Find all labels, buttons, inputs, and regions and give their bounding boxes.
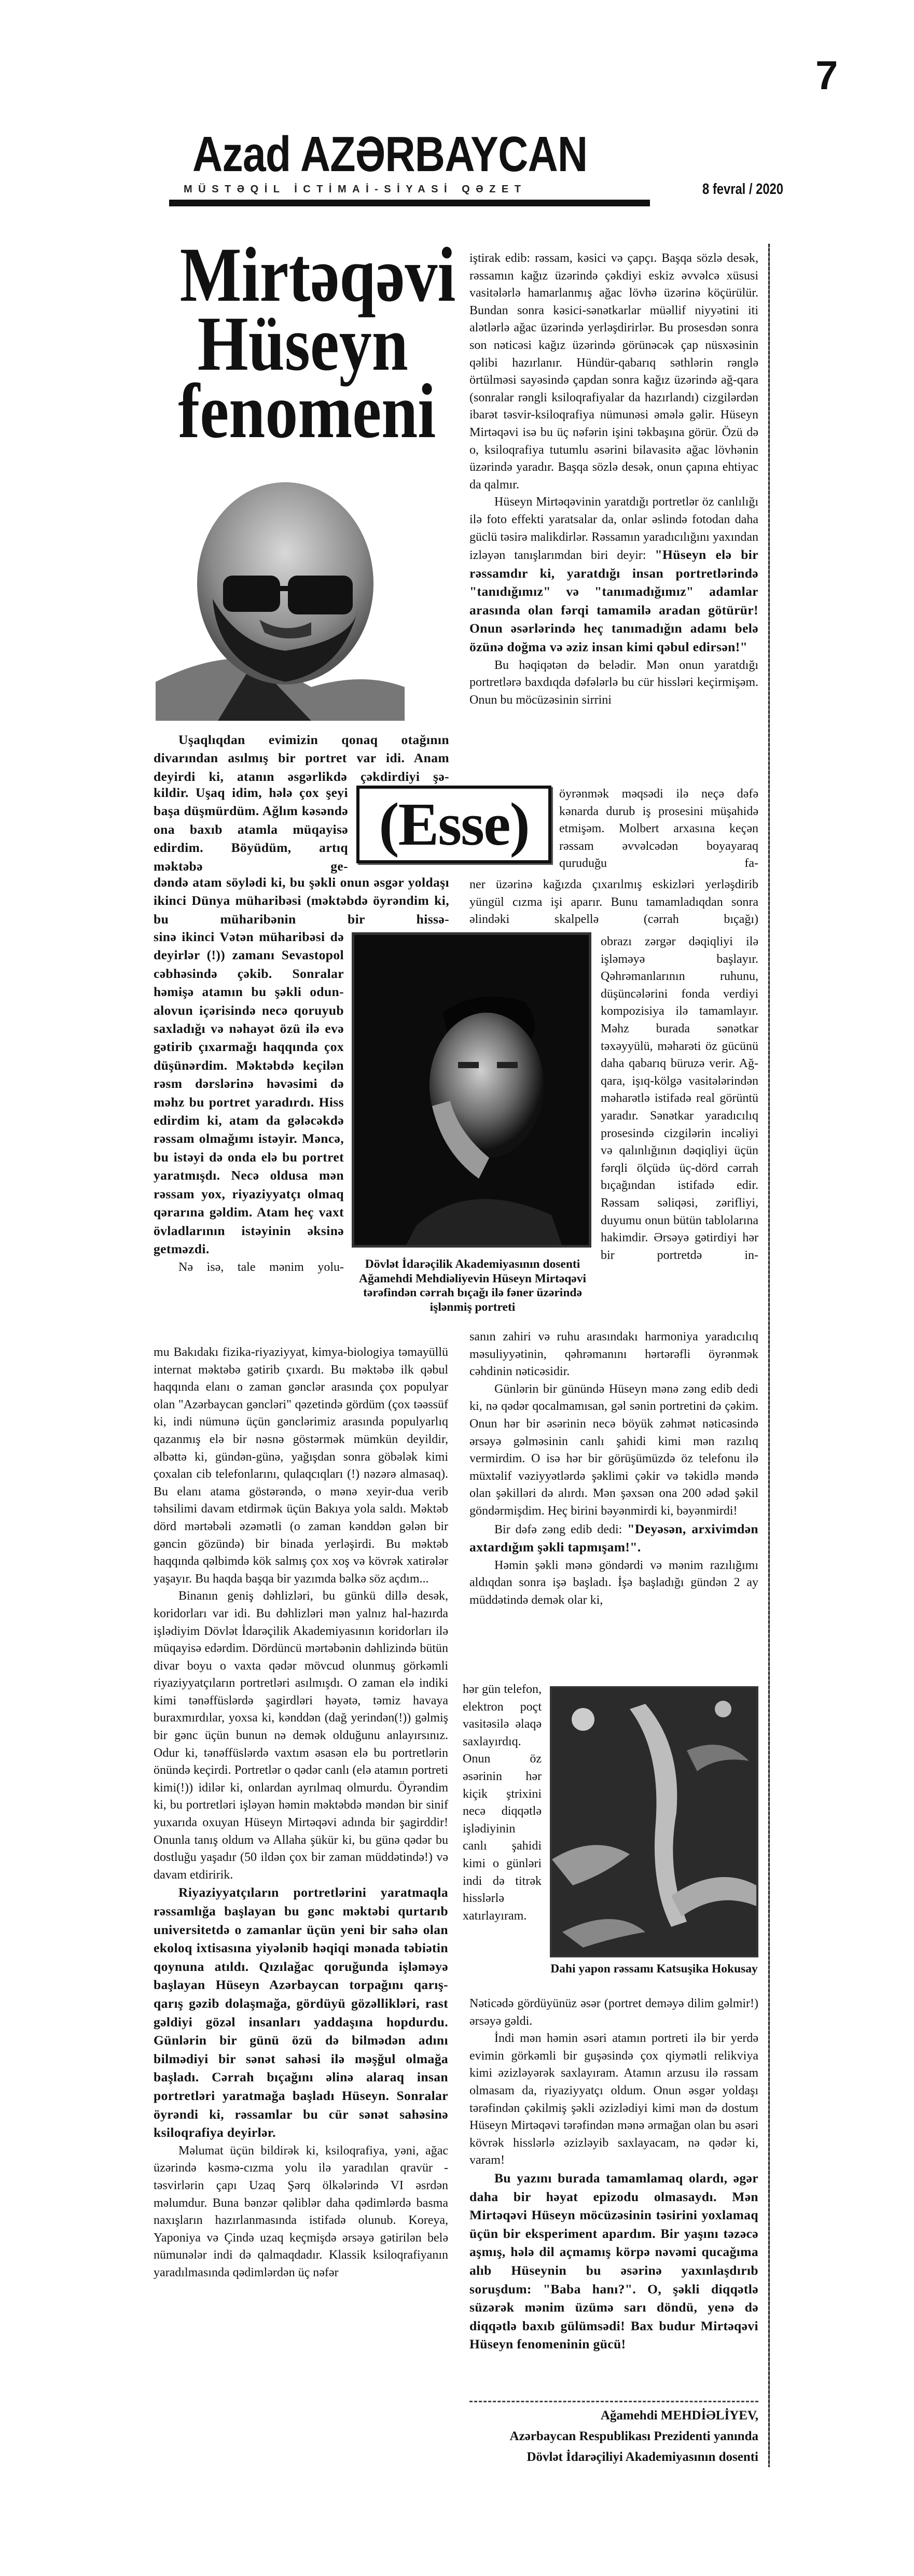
body-text: sanın zahiri və ruhu arasındakı harmoniya yaradıcılıq məsuliyyətinin, qəhrəmanını hərtərəfli öyrənmək cəhdinin nəticəsidir. [469, 1330, 758, 1379]
paragraph [469, 876, 758, 929]
bold-text: "Deyəsən, arxivimdən axtardığım şəkli tapmışam!". [469, 1521, 758, 1555]
article-right-wrap-portrait [601, 933, 758, 1264]
issue-date: 8 fevral / 2020 [702, 181, 784, 198]
paragraph [154, 1588, 448, 1884]
paragraph [469, 1995, 758, 2030]
page-number: 7 [815, 52, 838, 98]
author-name: Ağamehdi MEHDİƏLİYEV, [600, 2409, 758, 2423]
body-text: hər gün telefon, elektron poçt vasitəsilə əlaqə saxlayırdıq. Onun öz əsərinin hər kiçik ştrixini necə diqqətlə işlədiyinin canlı şahidi kimi o günləri indi də titrək hisslərlə xatırlayıram. [463, 1683, 542, 1923]
paragraph [154, 1884, 448, 2142]
body-text: İndi mən həmin əsəri atamın portreti ilə bir yerdə evimin görkəmli bir guşəsində çox qiymətli relikviya kimi əzizləyərək saxlayıram. Atamın arzusu ilə rəssam olmasam da, riyaziyyatçı oldum. Onun əsgər yoldaşı tərəfindən çəkilmiş şəkli əzizlədiyi kimi mən də dostum Hüseyn Mirtəqəvi tərəfindən mənə ərmağan olan bu əsəri kövrək hisslərlə əzizləyib saxlayacam, nə qədər ki, varam! [469, 2032, 758, 2167]
column-divider [768, 244, 770, 2467]
paragraph [154, 1258, 344, 1276]
body-text: Məlumat üçün bildirək ki, ksiloqrafiya, yəni, ağac üzərində kəsmə-cızma yolu ilə yaradılan qravür - təsvirlərin çapı Uzaq Şərq ölkələrində VI əsrdən məlumdur. Buna bənzər qəliblər daha qədimlərdə basma naxışların hazırlanmasında istifadə olunub. Koreya, Yaponiya və Çində uzaq keçmişdə ərsəyə gətirilən belə nümunələr indi də qalmaqdadır. Klassik ksiloqrafiyanın yaradılmasında qədimlərdən üç nəfər [154, 2144, 448, 2279]
body-text: iştirak edib: rəssam, kəsici və çapçı. Başqa sözlə desək, rəssamın kağız üzərində çəkdiyi eskiz əvvəlcə xüsusi vasitələrlə hamarlanmış ağac lövhə üzərinə köçürülür. Bundan sonra kəsici-sənətkarlar müəllif niyyətini iti alətlərlə ağac üzərində yerləşdirirlər. Bu prosesdən sonra son nəticəsi kağız üzərində görünəcək çap nüsxəsinin qəlibi hazırlanır. Hündür-qabarıq səthlərin rənglə örtülməsi sayəsində çapdan sonra kağız üzərində ağ-qara (sonralar rəngli ksiloqrafiyalar da hazırlandı) cizgilərdən ibarət təsvir-ksiloqrafiya nümunəsi əmələ gəlir. Hüseyn Mirtəqəvi isə bu üç nəfərin işini təkbaşına görür. Özü də o, ksiloqrafiya tutumlu əsərini bilavasitə ağac lövhənin üzərində yaradır. Başqa sözlə desək, onun çapına ehtiyac da qalmır. [469, 251, 758, 492]
hokusai-artwork [550, 1686, 758, 1957]
article-left-column [154, 1344, 448, 2281]
paragraph [154, 928, 344, 1258]
paragraph [469, 2169, 758, 2354]
paragraph [154, 1344, 448, 1588]
rubric-label: (Esse) [356, 786, 551, 863]
paragraph [469, 494, 758, 656]
body-text: Nə isə, tale mənim yolu- [178, 1261, 344, 1275]
bold-text: sinə ikinci Vətən müharibəsi də deyirlər (!)) zamanı Sevastopol cəbhəsində çəkib. Sonralar həmişə atamın bu şəkli odun-alovun içərisində necə qoruyub saxladığı və nəhayət özü ilə evə gətirib çıxarmağı haqqında çox düşünərdim. Məktəbdə keçilən rəsm dərslərinə həvəsimi də məhz bu portret yaradırdı. Hiss edirdim ki, atam da gələcəkdə rəssam olmağımı istəyir. Məncə, bu istəyi də onda elə bu portret yaratmışdı. Necə oldusa mən rəssam yox, riyaziyyatçı olmaq qərarına gəldim. Atam heç vaxt övladlarının istəyinin əksinə getməzdi. [154, 929, 344, 1256]
article-right-wrap-hokusai [463, 1681, 542, 1925]
paragraph [154, 731, 449, 786]
paragraph [559, 786, 758, 873]
article-right-wrap-esse [559, 786, 758, 873]
author-affiliation-1: Azərbaycan Respublikası Prezidenti yanında [509, 2429, 758, 2443]
body-text: ner üzərinə kağızda çıxarılmış eskizləri yerləşdirib yüngül cızma işi aparır. Bunu tamamladıqdan sonra əlindəki skalpellə (cərrah bıçağı) [469, 878, 758, 927]
headline-line-3: fenomeni [178, 368, 436, 454]
body-text: Həmin şəkli mənə göndərdi və mənim razılığımı aldıqdan sonra işə başladı. İşə başladığı gündən 2 ay müddətində demək olar ki, [469, 1558, 758, 1607]
bold-text: Bu yazını burada tamamlamaq olardı, əgər daha bir həyat epizodu olmasaydı. Mən Mirtəqəvi Hüseyn möcüzəsinin təsirini yoxlamaq üçün bir eksperiment apardım. Bir yaşını təzəcə aşmış, hələ dil açmamış körpə nəvəmi qucağıma alıb Hüseynin bu əsərinə yaxınlaşdırıb soruşdum: "Baba hanı?". O, şəkli diqqətlə süzərək mənim üzümə sarı döndü, yenə də diqqətlə baxıb gülümsədi! Bax budur Mirtəqəvi Hüseyn fenomeninin gücü! [469, 2170, 758, 2352]
body-text: mu Bakıdakı fizika-riyaziyyat, kimya-biologiya təmayüllü internat məktəbə gətirib çıxardı. Bu məktəbə ilk qəbul haqqında elanı o zaman gənclər arasında çox populyar olan "Azərbaycan gəncləri" qəzetində gördüm (çox təəssüf ki, indi nümunə üçün gənclərimiz arasında populyarlıq qazanmış elə bir nəsnə göstərmək mümkün deyildir, əlbəttə ki, gündən-günə, yağışdan sonra göbələk kimi çoxalan cib telefonlarını, qulaqcıqları (!) nəzərə almasaq). Bu elanı atama göstərəndə, o mənə xeyir-dua verib təhsilimi davam etdirmək üçün Bakıya yola saldı. Məktəb dörd mərtəbəli əzəmətli (o zaman kənddən gələn bir gəncin gözündə) bir binada yerləşirdi. Bu məktəb haqqında qəlbimdə kök salmış çox xoş və kövrək xatirələr yaşayır. Bu haqda başqa bir yazımda bəlkə söz açdım... [154, 1346, 448, 1586]
body-text: Günlərin bir günündə Hüseyn mənə zəng edib dedi ki, nə qədər qocalmamısan, gəl sənin portretini də çəkim. Onun hər bir əsərinin necə böyük zəhmət nəticəsində ərsəyə gəlməsinin canlı şahidi kimi mən razılıq vermirdim. O isə hər bir görüşümüzdə öz telefonu ilə müxtəlif vəziyyətlərdə şəklimi çəkir və təkidlə məndə olan şəkilləri də alırdı. Mən şəxsən ona 200 ədəd şəkil göndərmişdim. Heç birini bəyənmirdi ki, bəyənmirdi! [469, 1382, 758, 1518]
article-right-column-top [469, 250, 758, 709]
signature-divider [469, 2401, 758, 2402]
article-right-bottom [469, 1995, 758, 2354]
bold-text: Riyaziyyatçıların portretlərini yaratmaqla rəssamlığa başlayan bu gənc məktəbi qurtarıb universitetdə o zamanlar üçün yeni bir sahə olan ekoloq ixtisasına yiyələnib həqiqi mənada təbiətin qoynuna atıldı. Qızılağac qoruğunda işləməyə başlayan Hüseyn Azərbaycan torpağını qarış-qarış gəzib dolaşmağa, gördüyü gözəllikləri, rast gəldiyi gözəl insanları yaddaşına hopdurdu. Günlərin bir günü özü də bilmədən adını bilmədiyi bir sənət sahəsi ilə məşğul olmağa başladı. Cərrah bıçağını əlinə alaraq insan portretləri yaratmağa başladı Hüseyn. Sonralar öyrəndi ki, rəssamlar bu cür sənət sahəsinə ksiloqrafiya deyirlər. [154, 1885, 448, 2140]
body-text: Binanın geniş dəhlizləri, bu günkü dillə desək, koridorları var idi. Bu dəhlizləri mən yalnız hal-hazırda işlədiyim Dövlət İdarəçilik Akademiyasının koridorları ilə müqayisə edərdim. Dördüncü mərtəbənin dəhlizində bütün divar boyu o vaxta qədər mövcud olunmuş görkəmli riyaziyyatçıların portretləri asılmışdı. O zaman elə indiki kimi tənəffüslərdə şagirdləri həyətə, təmiz havaya buraxmırdılar, yoxsa ki, kənddən (dağ yerindən(!)) gəlmiş bir gənc üçün bunun nə demək olduğunu anlayırsınız. Odur ki, tənəffüslərdə vaxtım əsasən elə bu portretlərin önündə keçirdi. Portretlər o qədər canlı (elə atamın portreti kimi(!)) idilər ki, onlardan ayrılmaq olmurdu. Öyrəndim ki, bu portretləri işləyən həmin məktəbdə məndən bir sinif yuxarıda oxuyan Hüseyn Mirtəqəvi adında bir şagirddir! Onunla tanış oldum və Allaha şükür ki, bu günə qədər bu dostluğu yaşadır (50 ildən çox bir zaman müddətində!) və davam etdiririk. [154, 1589, 448, 1882]
body-text: Nəticədə gördüyünüz əsər (portret deməyə dilim gəlmir!) ərsəyə gəldi. [469, 1997, 758, 2028]
hokusai-caption: Dahi yapon rəssamı Katsuşika Hokusay [550, 1962, 758, 1976]
body-text: Hüseyn Mirtəqəvinin yaratdığı portretlər öz canlılığı ilə foto effekti yaratsalar da, onlar əslində fotodan daha güclü təsirə malikdirlər. Rəssamın yaradıcılığını yaxından izləyən tanışlarımdan biri deyir: [469, 495, 758, 563]
paragraph [469, 1520, 758, 1557]
subject-photo [156, 464, 405, 721]
paragraph [469, 1328, 758, 1381]
article-intro-narrow [154, 928, 344, 1277]
portrait-caption: Dövlət İdarəçilik Akademiyasının dosenti Ağamehdi Mehdiəliyevin Hüseyn Mirtəqəvi tərəfindən cərrah bıçağı ilə fəner üzərində işlənmiş portreti [359, 1257, 586, 1314]
author-affiliation-2: Dövlət İdarəçiliyi Akademiyasının dosenti [527, 2450, 758, 2464]
article-intro-wrap [154, 784, 348, 876]
bold-text: "Hüseyn elə bir rəssamdır ki, yaratdığı insan portretlərində "tanıdığımız" və "tanımadığımız" adamlar arasında olan fərqi tamamilə aradan götürür! Onun əsərlərində heç tanımadığın adamı belə özünə doğma və əziz insan kimi qəbul edirsən!" [469, 547, 759, 655]
paragraph [469, 1381, 758, 1520]
bold-text: Uşaqlıqdan evimizin qonaq otağının divarından asılmış bir portret var idi. Anam deyirdi ki, atanın əsgərlikdə çəkdirdiyi şə- [154, 732, 449, 784]
paragraph [469, 250, 758, 494]
paragraph [469, 1557, 758, 1609]
headline-line-2: Hüseyn [197, 301, 408, 387]
article-intro-cont [154, 874, 449, 929]
paragraph [154, 2143, 448, 2282]
masthead-rule [169, 200, 650, 206]
article-right-middle [469, 1328, 758, 1609]
bold-text: dəndə atam söylədi ki, bu şəkli onun əsgər yoldaşı ikinci Dünya müharibəsi (məktəbdə öyrəndim ki, bu müharibənin bir hissə- [154, 875, 449, 927]
paragraph [601, 933, 758, 1264]
newspaper-masthead: Azad AZƏRBAYCAN [192, 127, 588, 182]
body-text: Bir dəfə zəng edib dedi: [494, 1522, 628, 1536]
paragraph [154, 784, 348, 876]
paragraph [154, 874, 449, 929]
paragraph [469, 2030, 758, 2169]
body-text: Bu həqiqətən də belədir. Mən onun yaratdığı portretlərə baxdıqda dəfələrlə bu cür hissləri keçirmişəm. Onun bu möcüzəsinin sirrini [469, 658, 758, 707]
article-intro [154, 731, 449, 786]
body-text: öyrənmək məqsədi ilə neçə dəfə kənarda durub iş prosesini müşahidə etmişəm. Molbert arxasına keçən rəssam əvvəlcədən boyayaraq quruduğu fa- [559, 787, 758, 871]
newspaper-subtitle: MÜSTƏQİL İCTİMAİ-SİYASİ QƏZET [184, 184, 527, 195]
paragraph [469, 657, 758, 709]
portrait-artwork [352, 932, 591, 1248]
article-right-cont [469, 876, 758, 929]
paragraph [463, 1681, 542, 1925]
bold-text: kildir. Uşaq idim, hələ çox şeyi başa düşmürdüm. Ağlım kəsəndə ona baxıb atamla müqayisə edirdim. Böyüdüm, artıq məktəbə ge- [154, 785, 348, 874]
body-text: obrazı zərgər dəqiqliyi ilə işləməyə başlayır. Qəhrəmanlarının ruhunu, düşüncələrini fonda verdiyi kompozisiya ilə tamamlayır. Məhz burada sənətkar təxəyyülü, məharəti öz gücünü daha qabarıq büruzə verir. Ağ-qara, işıq-kölgə vasitələrindən məharətlə istifadə real görüntü yaradır. Sənətkar yaradıcılıq prosesində cizgilərin incəliyi və qalınlığının dəqiqliyi üçün fərqli ölçüdə üç-dörd cərrah bıçağından istifadə edir. Rəssam səliqəsi, zərifliyi, duyumu onun bütün tablolarına hakimdir. Ərsəyə gətirdiyi hər bir portretdə in- [601, 935, 758, 1262]
headline-line-1: Mirtəqəvi [179, 232, 456, 318]
